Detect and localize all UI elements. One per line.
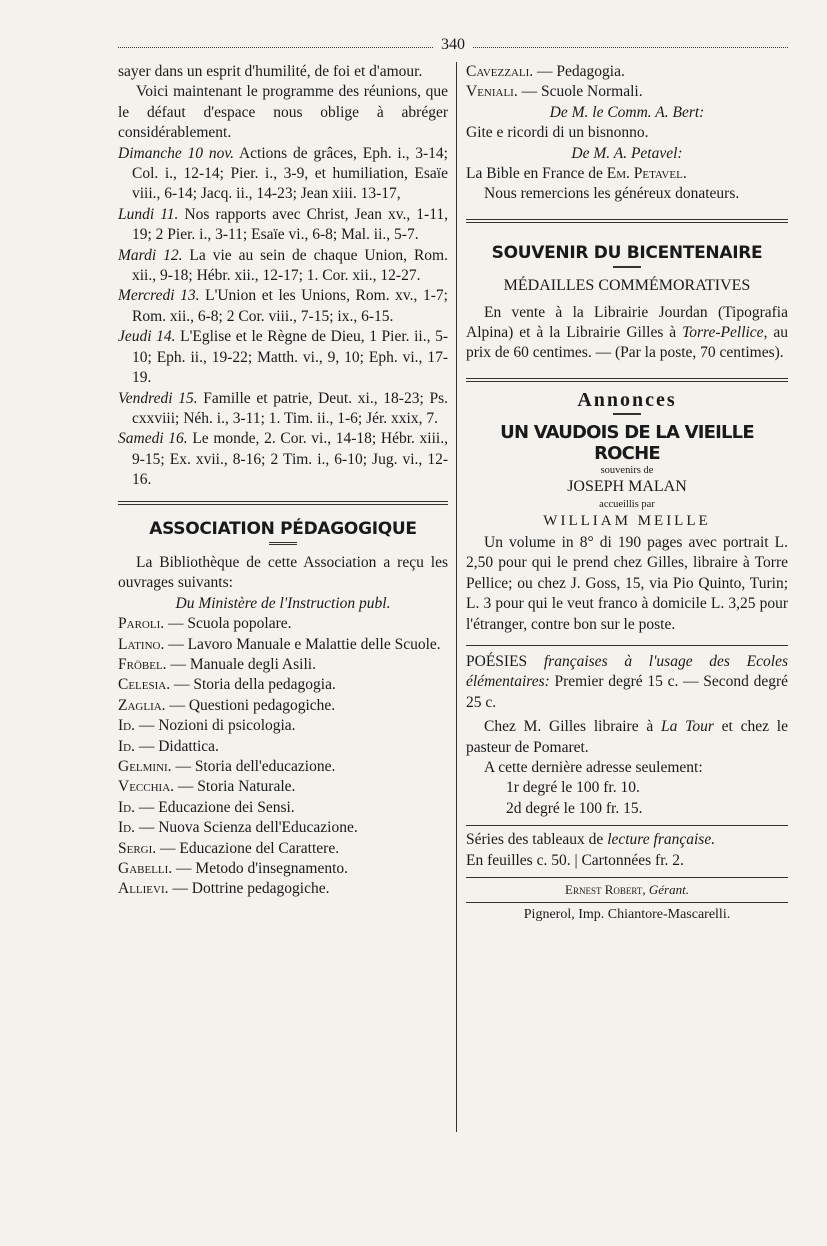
bible-title: La Bible en France de Em. Petavel. bbox=[466, 165, 687, 183]
title-rule bbox=[613, 266, 641, 268]
de-petavel: De M. A. Petavel: bbox=[571, 144, 683, 162]
book-entry: Gabelli. — Metodo d'insegnamento. bbox=[118, 860, 349, 878]
derniere-line: A cette dernière adresse seulement: bbox=[484, 758, 703, 776]
header-rule-right bbox=[473, 47, 788, 48]
section-rule bbox=[466, 877, 788, 878]
feuilles-line: En feuilles c. 50. | Cartonnées fr. 2. bbox=[466, 851, 684, 869]
medailles-heading: MÉDAILLES COMMÉMORATIVES bbox=[503, 277, 751, 295]
programme-day: Jeudi 14. L'Eglise et le Règne de Dieu, 1 Pier. ii., 5-10; Eph. ii., 19-22; Matth. vi., 9, 10; Eph. vi., 17-19. bbox=[118, 328, 448, 387]
title-rule bbox=[269, 542, 297, 545]
left-column bbox=[118, 62, 448, 900]
book-entry: Allievi. — Dottrine pedagogiche. bbox=[118, 880, 330, 898]
accueillis-par: accueillis par bbox=[599, 498, 655, 510]
degre-2: 2d degré le 100 fr. 15. bbox=[506, 799, 643, 817]
books-list-cont bbox=[466, 62, 788, 103]
ministere-heading: Du Ministère de l'Instruction publ. bbox=[175, 594, 391, 612]
book-entry: Celesia. — Storia della pedagogia. bbox=[118, 676, 336, 694]
bibliotheque-paragraph: La Bibliothèque de cette Association a reçu les ouvrages suivants: bbox=[118, 553, 448, 592]
programme-day: Lundi 11. Nos rapports avec Christ, Jean xv., 1-11, 19; 2 Pier. i., 3-11; Esaïe vi., 6-8; Mal. ii., 5-7. bbox=[118, 205, 449, 244]
section-rule bbox=[118, 501, 448, 505]
souvenirs-de: souvenirs de bbox=[600, 465, 654, 477]
chez-gilles-paragraph: Chez M. Gilles libraire à La Tour et chez le pasteur de Pomaret. bbox=[466, 718, 788, 756]
page-header bbox=[118, 36, 788, 56]
programme-day: Vendredi 15. Famille et patrie, Deut. xi., 18-23; Ps. cxxviii; Néh. i., 3-11; 1. Tim. ii., 1-6; Jér. xxix, 7. bbox=[118, 389, 448, 427]
annonces-title: Annonces bbox=[577, 388, 677, 411]
programme-days bbox=[118, 144, 448, 491]
book-entry: Paroli. — Scuola popolare. bbox=[118, 615, 292, 633]
programme-day: Dimanche 10 nov. Actions de grâces, Eph. i., 3-14; Col. i., 12-14; Pier. i., 3-9, et humiliation, Esaïe viii., 6-14; Jacq. ii., 14-23; Jean xiii. 13-17, bbox=[118, 144, 448, 203]
book-entry: Id. — Nozioni di psicologia. bbox=[118, 717, 296, 735]
programme-paragraph: Voici maintenant le programme des réunions, que le défaut d'espace nous oblige à abréger considérablement. bbox=[118, 83, 448, 142]
page-number: 340 bbox=[441, 36, 465, 53]
book-entry: Cavezzali. — Pedagogia. bbox=[466, 63, 625, 80]
volume-paragraph: Un volume in 8° di 190 pages avec portrait L. 2,50 pour qui le prend chez Gilles, libraire à Torre Pellice; ou chez J. Goss, 15, via Pio Quinto, Turin; L. 3 pour qui le veut franco à domicile L. 3,25 pour l'étranger, contre bon sur le poste. bbox=[466, 533, 788, 633]
programme-day: Samedi 16. Le monde, 2. Cor. vi., 14-18; Hébr. xiii., 9-15; Ex. xvii., 8-16; 2 Tim. i., 6-10; Jug. vi., 12-16. bbox=[118, 430, 448, 489]
joseph-malan: JOSEPH MALAN bbox=[567, 478, 687, 496]
remercions-paragraph: Nous remercions les généreux donateurs. bbox=[484, 185, 740, 203]
gerant-signature: Ernest Robert, Gérant. bbox=[565, 882, 689, 897]
section-rule bbox=[466, 902, 788, 903]
book-entry: Id. — Educazione dei Sensi. bbox=[118, 798, 295, 816]
book-entry: Zaglia. — Questioni pedagogiche. bbox=[118, 696, 336, 714]
book-entry: Sergi. — Educazione del Carattere. bbox=[118, 839, 340, 857]
book-entry: Id. — Didattica. bbox=[118, 737, 219, 755]
book-entry: Latino. — Lavoro Manuale e Malattie delle Scuole. bbox=[118, 635, 441, 653]
book-entry: Fröbel. — Manuale degli Asili. bbox=[118, 655, 316, 673]
vaudois-title: UN VAUDOIS DE LA VIEILLE ROCHE bbox=[500, 422, 754, 464]
book-entry: Veniali. — Scuole Normali. bbox=[466, 83, 643, 101]
printer-line: Pignerol, Imp. Chiantore-Mascarelli. bbox=[523, 907, 731, 923]
title-rule bbox=[613, 413, 641, 415]
books-list bbox=[118, 614, 448, 900]
book-entry: Id. — Nuova Scienza dell'Educazione. bbox=[118, 819, 358, 837]
gite-title: Gite e ricordi di un bisnonno. bbox=[466, 124, 649, 142]
programme-day: Mercredi 13. L'Union et les Unions, Rom. xv., 1-7; Rom. xii., 6-8; 2 Cor. viii., 7-15; ix., 6-15. bbox=[118, 287, 448, 325]
series-line: Séries des tableaux de lecture française. bbox=[466, 831, 716, 849]
section-rule bbox=[466, 219, 788, 223]
column-divider bbox=[456, 62, 457, 1132]
programme-day: Mardi 12. La vie au sein de chaque Union, Rom. xii., 9-18; Hébr. xii., 12-17; 1. Cor. xii., 12-27. bbox=[118, 246, 448, 285]
de-bert: De M. le Comm. A. Bert: bbox=[549, 103, 705, 121]
section-rule bbox=[466, 645, 788, 646]
souvenir-title: SOUVENIR DU BICENTENAIRE bbox=[491, 242, 763, 263]
william-meille: WILLIAM MEILLE bbox=[543, 512, 711, 529]
poesies-paragraph: POÉSIES françaises à l'usage des Ecoles élémentaires: Premier degré 15 c. — Second degré 25 c. bbox=[466, 652, 788, 711]
vente-paragraph: En vente à la Librairie Jourdan (Tipografia Alpina) et à la Librairie Gilles à Torre-Pellice, au prix de 60 centimes. — (Par la poste, 70 centimes). bbox=[466, 303, 788, 362]
section-rule bbox=[466, 825, 788, 826]
intro-paragraph: sayer dans un esprit d'humilité, de foi et d'amour. bbox=[118, 63, 423, 80]
book-entry: Gelmini. — Storia dell'educazione. bbox=[118, 758, 336, 775]
book-entry: Vecchia. — Storia Naturale. bbox=[118, 778, 296, 796]
association-title: ASSOCIATION PÉDAGOGIQUE bbox=[149, 518, 417, 539]
right-column bbox=[466, 62, 788, 926]
degre-1: 1r degré le 100 fr. 10. bbox=[506, 779, 640, 797]
section-rule bbox=[466, 378, 788, 382]
header-rule-left bbox=[118, 47, 433, 48]
